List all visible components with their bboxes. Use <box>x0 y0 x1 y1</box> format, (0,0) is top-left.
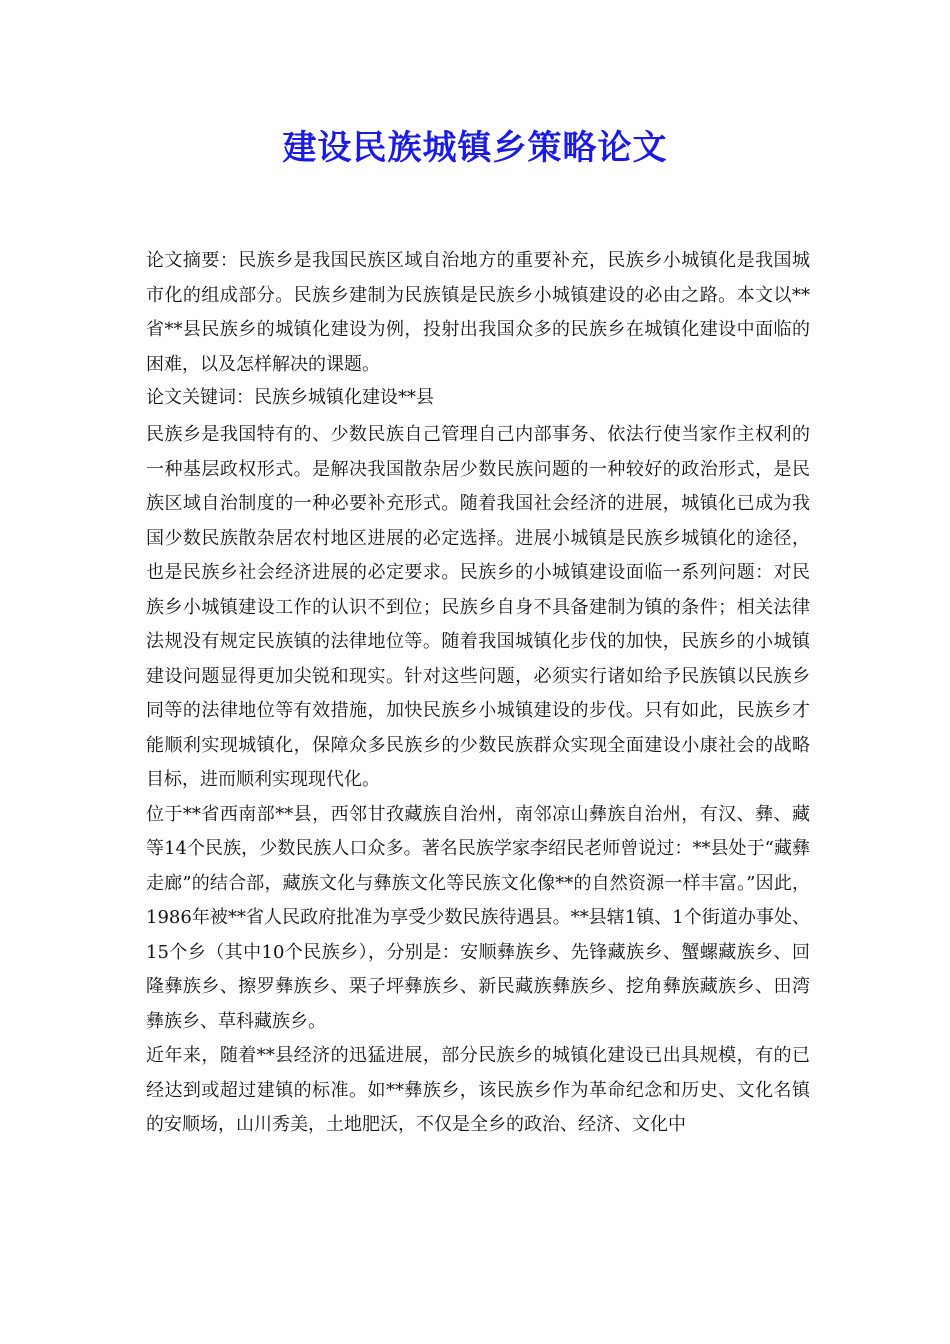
abstract-paragraph: 论文摘要：民族乡是我国民族区域自治地方的重要补充，民族乡小城镇化是我国城市化的组成部分。民族乡建制为民族镇是民族乡小城镇建设的必由之路。本文以**省**县民族乡的城镇化建设为例，投射出我国众多的民族乡在城镇化建设中面临的困难，以及怎样解决的课题。 <box>146 250 810 375</box>
document-title: 建设民族城镇乡策略论文 <box>282 128 668 168</box>
body-paragraph: 近年来，随着**县经济的迅猛进展，部分民族乡的城镇化建设已出具规模，有的已经达到或超过建镇的标准。如**彝族乡，该民族乡作为革命纪念和历史、文化名镇的安顺场，山川秀美，土地肥沃，不仅是全乡的政治、经济、文化中 <box>146 1045 810 1135</box>
keywords-paragraph: 论文关键词：民族乡城镇化建设**县 <box>146 387 434 408</box>
document-body <box>146 244 810 1143</box>
body-paragraph: 位于**省西南部**县，西邻甘孜藏族自治州，南邻凉山彝族自治州，有汉、彝、藏等14个民族，少数民族人口众多。著名民族学家李绍民老师曾说过：**县处于“藏彝走廊”的结合部，藏族文化与彝族文化等民族文化像**的自然资源一样丰富。”因此，1986年被**省人民政府批准为享受少数民族待遇县。**县辖1镇、1个街道办事处、15个乡（其中10个民族乡），分别是：安顺彝族乡、先锋藏族乡、蟹螺藏族乡、回隆彝族乡、擦罗彝族乡、栗子坪彝族乡、新民藏族彝族乡、挖角彝族藏族乡、田湾彝族乡、草科藏族乡。 <box>146 803 810 1032</box>
body-paragraph: 民族乡是我国特有的、少数民族自己管理自己内部事务、依法行使当家作主权利的一种基层政权形式。是解决我国散杂居少数民族问题的一种较好的政治形式，是民族区域自治制度的一种必要补充形式。随着我国社会经济的进展，城镇化已成为我国少数民族散杂居农村地区进展的必定选择。进展小城镇是民族乡城镇化的途径，也是民族乡社会经济进展的必定要求。民族乡的小城镇建设面临一系列问题：对民族乡小城镇建设工作的认识不到位；民族乡自身不具备建制为镇的条件；相关法律法规没有规定民族镇的法律地位等。随着我国城镇化步伐的加快，民族乡的小城镇建设问题显得更加尖锐和现实。针对这些问题，必须实行诸如给予民族镇以民族乡同等的法律地位等有效措施，加快民族乡小城镇建设的步伐。只有如此，民族乡才能顺利实现城镇化，保障众多民族乡的少数民族群众实现全面建设小康社会的战略目标，进而顺利实现现代化。 <box>146 424 810 790</box>
